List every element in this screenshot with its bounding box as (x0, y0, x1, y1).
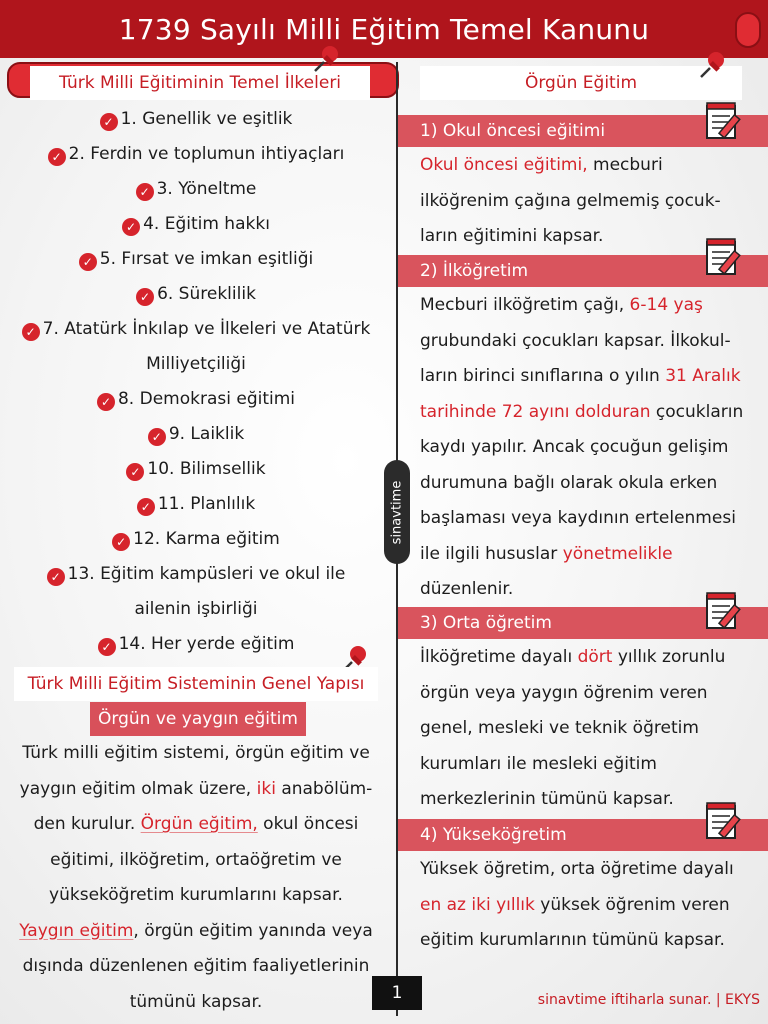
text-line (420, 711, 725, 747)
principle-label: 5. Fırsat ve imkan eşitliği (99, 249, 314, 269)
principles-heading: Türk Milli Eğitiminin Temel İlkeleri (30, 66, 370, 100)
text-segment: İlköğretime dayalı (420, 647, 578, 667)
page-title: 1739 Sayılı Milli Eğitim Temel Kanunu (118, 12, 650, 46)
text-line (420, 888, 734, 924)
text-segment: örgün veya yaygın öğrenim veren (420, 682, 708, 703)
text-line (0, 772, 392, 808)
text-segment: eğitim kurumlarının tümünü kapsar. (420, 930, 725, 950)
text-line (420, 395, 743, 431)
structure-heading: Türk Milli Eğitim Sisteminin Genel Yapısı (14, 667, 378, 701)
principle-item (0, 108, 392, 143)
text-segment: merkezlerinin tümünü kapsar. (420, 789, 674, 809)
structure-paragraph (0, 736, 392, 1020)
text-segment: ların birinci sınıflarına o yılın (420, 366, 666, 386)
section-body (420, 288, 743, 608)
highlight-text: yönetmelikle (562, 543, 673, 564)
principle-label: 7. Atatürk İnkılap ve İlkeleri ve Atatürk (42, 319, 371, 339)
text-line (420, 288, 743, 324)
principle-item (0, 458, 392, 493)
principle-item (0, 178, 392, 213)
text-line (420, 747, 725, 783)
pushpin-icon (310, 42, 344, 76)
text-segment: ilköğrenim çağına gelmemiş çocuk- (420, 190, 721, 211)
text-segment: Türk milli eğitim sistemi, örgün eğitim ve (22, 743, 370, 763)
text-line (420, 852, 734, 888)
text-segment: genel, mesleki ve teknik öğretim (420, 718, 699, 738)
text-segment: anabölüm- (275, 778, 373, 799)
text-line (420, 501, 743, 537)
principle-label: 14. Her yerde eğitim (118, 634, 295, 654)
text-line (420, 676, 725, 712)
text-line (0, 949, 392, 985)
text-segment: yıllık zorunlu (612, 647, 726, 667)
highlight-text: Örgün eğitim, (140, 814, 258, 834)
principle-item (0, 248, 392, 283)
principle-label: 8. Demokrasi eğitimi (117, 389, 295, 409)
text-segment: dışında düzenlenen eğitim faaliyetlerinin (22, 956, 370, 976)
title-bar (0, 0, 768, 58)
text-line (420, 430, 743, 466)
text-line (420, 359, 743, 395)
text-segment: Yüksek öğretim, orta öğretime dayalı (420, 859, 734, 879)
text-segment: yüksek öğrenim veren (534, 894, 730, 915)
text-line (0, 914, 392, 950)
text-segment: kurumları ile mesleki eğitim (420, 753, 657, 774)
principle-label: 10. Bilimsellik (147, 459, 266, 479)
memo-pencil-icon (704, 800, 748, 840)
highlight-text: 6-14 yaş (629, 295, 703, 315)
check-circle-icon: ✓ (48, 148, 66, 166)
text-line (420, 537, 743, 573)
text-segment: ların eğitimini kapsar. (420, 226, 604, 246)
text-line (420, 148, 721, 184)
section-header: 2) İlköğretim (398, 255, 768, 287)
highlight-text: dört (577, 647, 613, 667)
text-line (0, 736, 392, 772)
text-segment: okul öncesi (257, 814, 359, 834)
highlight-text: tarihinde 72 ayını dolduran (420, 401, 651, 422)
section-header: 3) Orta öğretim (398, 607, 768, 639)
principle-label: 9. Laiklik (168, 424, 245, 444)
check-circle-icon: ✓ (148, 428, 166, 446)
text-line (420, 324, 743, 360)
check-circle-icon: ✓ (98, 638, 116, 656)
check-circle-icon: ✓ (136, 183, 154, 201)
check-circle-icon: ✓ (79, 253, 97, 271)
pushpin-icon (696, 48, 730, 82)
text-segment: den kurulur. (33, 814, 141, 834)
check-circle-icon: ✓ (126, 463, 144, 481)
principle-label: 4. Eğitim hakkı (143, 214, 270, 234)
highlight-text: Yaygın eğitim (19, 920, 134, 941)
principle-item (0, 423, 392, 458)
principle-item (0, 283, 392, 318)
text-segment: tümünü kapsar. (129, 991, 263, 1012)
check-circle-icon: ✓ (47, 568, 65, 586)
text-line (420, 782, 725, 818)
text-line (420, 572, 743, 608)
principle-label: 6. Süreklilik (157, 284, 256, 304)
principle-label: 2. Ferdin ve toplumun ihtiyaçları (68, 144, 345, 164)
check-circle-icon: ✓ (137, 498, 155, 516)
text-line (420, 184, 721, 220)
principle-item (0, 143, 392, 178)
page-number: 1 (372, 976, 422, 1010)
text-line (420, 640, 725, 676)
section-body (420, 640, 725, 818)
check-circle-icon: ✓ (97, 393, 115, 411)
principle-label: 1. Genellik ve eşitlik (120, 109, 293, 129)
text-segment: başlaması veya kaydının ertelenmesi (420, 508, 736, 528)
section-body (420, 148, 721, 255)
principle-item (0, 388, 392, 423)
text-segment: kaydı yapılır. Ancak çocuğun gelişim (420, 437, 729, 457)
principle-item (0, 318, 392, 388)
highlight-text: en az iki yıllık (420, 894, 535, 915)
text-segment: düzenlenir. (420, 579, 514, 599)
principle-item (0, 528, 392, 563)
text-line (420, 219, 721, 255)
principle-item (0, 633, 392, 668)
principle-item (0, 563, 392, 633)
highlight-text: 31 Aralık (665, 366, 741, 386)
decorative-pill-right (735, 12, 761, 48)
memo-pencil-icon (704, 236, 748, 276)
principle-label: ailenin işbirliği (134, 599, 258, 619)
principle-label: 13. Eğitim kampüsleri ve okul ile (67, 564, 346, 584)
brand-tab-label: sinavtime (389, 480, 405, 544)
principle-label: 11. Planlılık (157, 494, 256, 514)
principle-label: Milliyetçiliği (146, 354, 246, 374)
principle-label: 12. Karma eğitim (133, 529, 280, 549)
text-line (0, 878, 392, 914)
text-segment: eğitimi, ilköğretim, ortaöğretim ve (50, 849, 342, 870)
highlight-text: iki (256, 778, 276, 799)
text-segment: yaygın eğitim olmak üzere, (19, 778, 257, 799)
section-body (420, 852, 734, 959)
text-line (0, 843, 392, 879)
principle-label: 3. Yöneltme (156, 179, 257, 199)
check-circle-icon: ✓ (122, 218, 140, 236)
text-line (0, 985, 392, 1021)
text-line (420, 923, 734, 959)
memo-pencil-icon (704, 100, 748, 140)
text-segment: , örgün eğitim yanında veya (133, 920, 373, 941)
text-segment: çocukların (650, 401, 744, 422)
text-segment: yükseköğretim kurumlarını kapsar. (49, 885, 343, 905)
text-segment: mecburi (587, 155, 663, 175)
text-segment: Mecburi ilköğretim çağı, (420, 295, 630, 315)
memo-pencil-icon (704, 590, 748, 630)
text-segment: durumuna bağlı olarak okula erken (420, 472, 718, 493)
section-header: 4) Yükseköğretim (398, 819, 768, 851)
principle-item (0, 493, 392, 528)
text-line (0, 807, 392, 843)
principle-item (0, 213, 392, 248)
check-circle-icon: ✓ (22, 323, 40, 341)
text-segment: ile ilgili hususlar (420, 543, 563, 564)
highlight-text: Okul öncesi eğitimi, (420, 155, 588, 175)
structure-banner: Örgün ve yaygın eğitim (90, 702, 306, 736)
text-segment: grubundaki çocukları kapsar. İlkokul- (420, 330, 731, 351)
text-line (420, 466, 743, 502)
check-circle-icon: ✓ (112, 533, 130, 551)
check-circle-icon: ✓ (100, 113, 118, 131)
check-circle-icon: ✓ (136, 288, 154, 306)
orgun-heading: Örgün Eğitim (420, 66, 742, 100)
footer-credit: sinavtime iftiharla sunar. | EKYS (537, 992, 760, 1008)
section-header: 1) Okul öncesi eğitimi (398, 115, 768, 147)
